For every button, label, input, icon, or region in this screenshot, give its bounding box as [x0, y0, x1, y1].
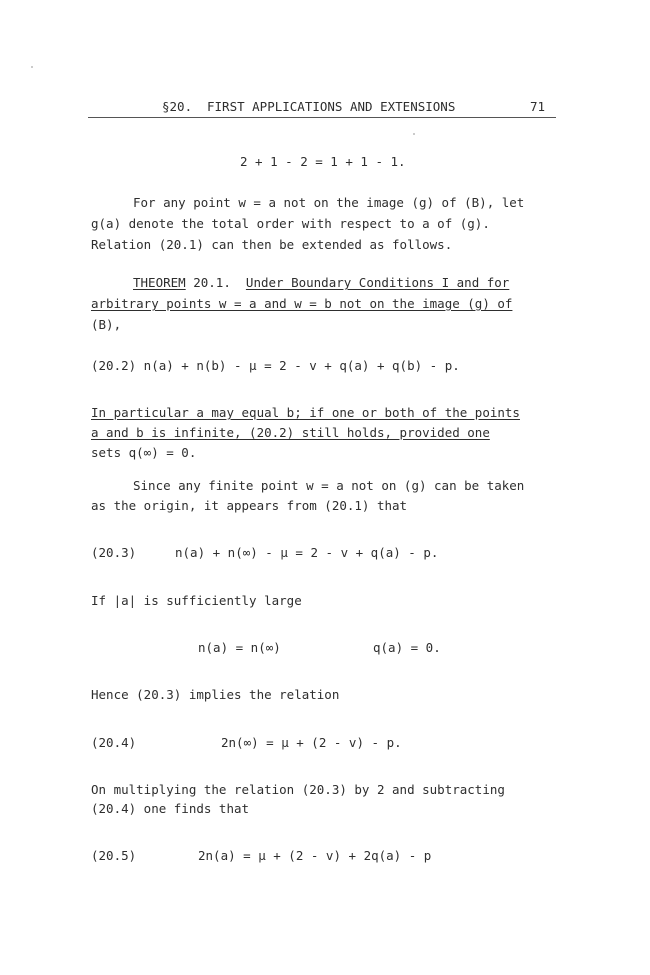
- paragraph-line: Hence (20.3) implies the relation: [91, 687, 340, 702]
- header-rule: [88, 117, 556, 118]
- paragraph-line: as the origin, it appears from (20.1) that: [91, 498, 408, 513]
- equation-20-3: n(a) + n(∞) - μ = 2 - v + q(a) - p.: [175, 545, 439, 560]
- equation-label: (20.3): [91, 545, 137, 560]
- paragraph-line: (20.4) one finds that: [91, 801, 250, 816]
- paper-speck: [31, 66, 33, 68]
- equation-20-4: 2n(∞) = μ + (2 - v) - p.: [221, 735, 402, 750]
- theorem-line-1: [133, 273, 509, 292]
- paragraph-line: If |a| is sufficiently large: [91, 593, 302, 608]
- theorem-number: 20.1.: [193, 275, 231, 290]
- paper-speck: [413, 133, 415, 135]
- theorem-heading: THEOREM: [133, 275, 186, 290]
- section-mark: §20.: [162, 99, 193, 114]
- equation-top: 2 + 1 - 2 = 1 + 1 - 1.: [240, 154, 406, 169]
- particular-line: sets q(∞) = 0.: [91, 445, 197, 460]
- theorem-text: Under Boundary Conditions I and for: [245, 275, 510, 290]
- running-title: FIRST APPLICATIONS AND EXTENSIONS: [207, 99, 456, 114]
- equation-label: (20.4): [91, 735, 137, 750]
- equation-20-5: 2n(a) = μ + (2 - v) + 2q(a) - p: [198, 848, 432, 863]
- paragraph-line: g(a) denote the total order with respect to a of (g).: [91, 216, 490, 231]
- equation-limit-left: n(a) = n(∞): [198, 640, 281, 655]
- particular-line: a and b is infinite, (20.2) still holds, provided one: [91, 425, 490, 440]
- paragraph-line: On multiplying the relation (20.3) by 2 and subtracting: [91, 782, 505, 797]
- paragraph-line: Relation (20.1) can then be extended as follows.: [91, 237, 453, 252]
- paragraph-line: Since any finite point w = a not on (g) can be taken: [133, 478, 525, 493]
- particular-line: In particular a may equal b; if one or both of the points: [91, 405, 520, 420]
- equation-label: (20.5): [91, 848, 137, 863]
- paragraph-line: For any point w = a not on the image (g) of (B), let: [133, 195, 525, 210]
- equation-limit-right: q(a) = 0.: [373, 640, 441, 655]
- page-number: 71: [530, 99, 546, 114]
- theorem-line-2: arbitrary points w = a and w = b not on the image (g) of: [91, 296, 513, 311]
- theorem-line-3: (B),: [91, 317, 122, 332]
- equation-20-2: (20.2) n(a) + n(b) - μ = 2 - v + q(a) + q(b) - p.: [91, 358, 460, 373]
